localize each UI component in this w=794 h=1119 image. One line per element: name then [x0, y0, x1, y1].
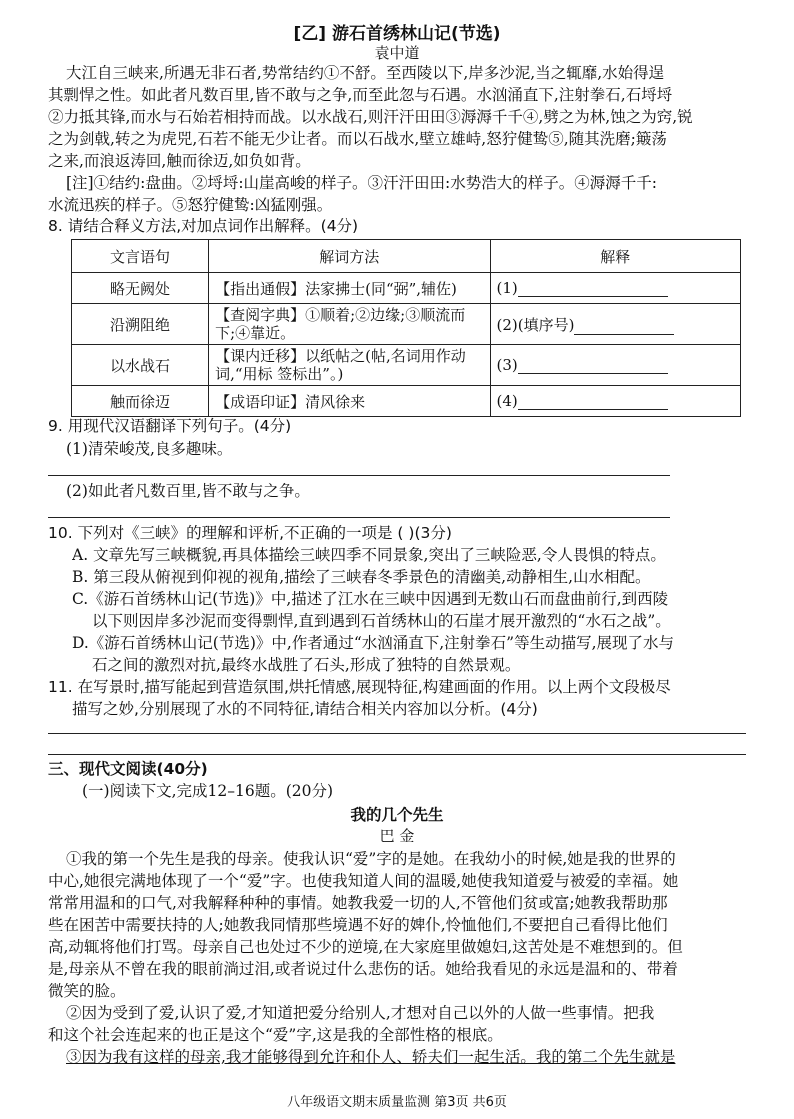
q10-option-b: B. 第三段从俯视到仰视的视角,描绘了三峡春冬季景色的清幽美,动静相生,山水相配。: [72, 568, 651, 586]
answer-cell[interactable]: (2)(填序号): [490, 304, 741, 345]
table-row: [72, 273, 741, 304]
answer-blank[interactable]: [518, 280, 668, 297]
phrase-cell: 触而徐迈: [72, 386, 209, 417]
passage-notes: 水流迅疾的样子。⑤怒狞健鸷:凶猛刚强。: [48, 196, 333, 214]
passage-line: ②力抵其锋,而水与石始若相持而战。以水战石,则汗汗田田③溽溽千千④,劈之为林,蚀之为窍,锐: [48, 108, 693, 126]
answer-line[interactable]: [48, 754, 746, 755]
paragraph-line: 高,动辄将他们打骂。母亲自己也处过不少的逆境,在大家庭里做媳妇,这苦处是不难想到的。但: [48, 938, 683, 956]
q11-prompt: 11. 在写景时,描写能起到营造氛围,烘托情感,展现特征,构建画面的作用。以上两个文段极尽: [48, 678, 671, 696]
paragraph-line: 中心,她很完满地体现了一个“爱”字。也使我知道人间的温暖,她使我知道爱与被爱的幸福。她: [48, 872, 679, 890]
phrase-cell: 沿溯阻绝: [72, 304, 209, 345]
passage-line: 其剽悍之性。如此者凡数百里,皆不敢与之争,而至此忽与石遇。水汹涌直下,注射拳石,石埒埒: [48, 86, 673, 104]
paragraph-line: ②因为受到了爱,认识了爱,才知道把爱分给别人,才想对自己以外的人做一些事情。把我: [66, 1004, 655, 1022]
answer-blank[interactable]: [518, 393, 668, 410]
table-header-row: [72, 240, 741, 273]
paragraph-line: 和这个社会连起来的也正是这个“爱”字,这是我的全部性格的根底。: [48, 1026, 503, 1044]
col-header: 解词方法: [209, 240, 490, 273]
method-cell: 【成语印证】清风徐来: [209, 386, 490, 417]
answer-blank[interactable]: [518, 357, 668, 374]
answer-cell[interactable]: (4): [490, 386, 741, 417]
q10-option-a: A. 文章先写三峡概貌,再具体描绘三峡四季不同景象,突出了三峡险恶,令人畏惧的特点。: [72, 546, 666, 564]
passage-notes: [注]①结约:盘曲。②埒埒:山崖高峻的样子。③汗汗田田:水势浩大的样子。④溽溽千千:: [66, 174, 657, 192]
passage-line: 之来,而浪返涛回,触而徐迈,如负如背。: [48, 152, 311, 170]
q11-prompt-cont: 描写之妙,分别展现了水的不同特征,请结合相关内容加以分析。(4分): [72, 700, 538, 718]
q8-prompt: 8. 请结合释义方法,对加点词作出解释。(4分): [48, 217, 359, 235]
paragraph-line: ①我的第一个先生是我的母亲。使我认识“爱”字的是她。在我幼小的时候,她是我的世界的: [66, 850, 676, 868]
answer-line[interactable]: [48, 475, 670, 476]
section-sub: (一)阅读下文,完成12–16题。(20分): [82, 782, 334, 800]
answer-line[interactable]: [48, 517, 670, 518]
method-cell: 【指出通假】法家拂士(同“弼”,辅佐): [209, 273, 490, 304]
q10-option-d-cont: 石之间的激烈对抗,最终水战胜了石头,形成了独特的自然景观。: [92, 656, 521, 674]
paragraph-line-underlined: ③因为我有这样的母亲,我才能够得到允许和仆人、轿夫们一起生活。我的第二个先生就是: [66, 1048, 676, 1066]
q10-option-c-cont: 以下则因岸多沙泥而变得剽悍,直到遇到石首绣林山的石崖才展开激烈的“水石之战”。: [92, 612, 671, 630]
col-header: 文言语句: [72, 240, 209, 273]
phrase-cell: 以水战石: [72, 345, 209, 386]
q9-sentence-2: (2)如此者凡数百里,皆不敢与之争。: [66, 482, 310, 500]
passage-line: 大江自三峡来,所遇无非石者,势常结约①不舒。至西陵以下,岸多沙泥,当之辄靡,水始得逞: [66, 64, 665, 82]
passage-title: [乙] 游石首绣林山记(节选): [293, 24, 501, 44]
answer-line[interactable]: [48, 733, 746, 734]
table-row: [72, 304, 741, 345]
q10-prompt: 10. 下列对《三峡》的理解和评析,不正确的一项是 ( )(3分): [48, 524, 452, 542]
q10-option-d: D.《游石首绣林山记(节选)》中,作者通过“水汹涌直下,注射拳石”等生动描写,展现了水与: [72, 634, 675, 652]
method-cell: 【课内迁移】以纸帖之(帖,名词用作动词,“用标 签标出”。): [209, 345, 490, 386]
q9-prompt: 9. 用现代汉语翻译下列句子。(4分): [48, 417, 292, 435]
table-row: [72, 345, 741, 386]
q8-table: [71, 239, 741, 417]
section-heading: 三、现代文阅读(40分): [48, 760, 208, 778]
passage-line: 之为剑戟,转之为虎兕,石若不能无少让者。而以石战水,壁立雄峙,怒狞健鸷⑤,随其洗磨;簸荡: [48, 130, 667, 148]
paragraph-line: 常常用温和的口气,对我解释种种的事情。她教我爱一切的人,不管他们贫或富;她教我帮助那: [48, 894, 668, 912]
page-footer: 八年级语文期末质量监测 第3页 共6页: [287, 1095, 507, 1110]
phrase-cell: 略无阙处: [72, 273, 209, 304]
article-title: 我的几个先生: [350, 806, 444, 824]
q10-option-c: C.《游石首绣林山记(节选)》中,描述了江水在三峡中因遇到无数山石而盘曲前行,到西陵: [72, 590, 669, 608]
answer-cell[interactable]: (3): [490, 345, 741, 386]
paragraph-line: 些在困苦中需要扶持的人;她教我同情那些境遇不好的婢仆,怜恤他们,不要把自己看得比他们: [48, 916, 668, 934]
table-row: [72, 386, 741, 417]
article-author: 巴 金: [379, 827, 415, 845]
passage-author: 袁中道: [374, 44, 420, 62]
answer-cell[interactable]: (1): [490, 273, 741, 304]
col-header: 解释: [490, 240, 741, 273]
method-cell: 【查阅字典】①顺着;②边缘;③顺流而下;④靠近。: [209, 304, 490, 345]
paragraph-line: 是,母亲从不曾在我的眼前淌过泪,或者说过什么悲伤的话。她给我看见的永远是温和的、带着: [48, 960, 678, 978]
answer-blank[interactable]: [574, 318, 674, 335]
paragraph-line: 微笑的脸。: [48, 982, 126, 1000]
q9-sentence-1: (1)清荣峻茂,良多趣味。: [66, 440, 233, 458]
